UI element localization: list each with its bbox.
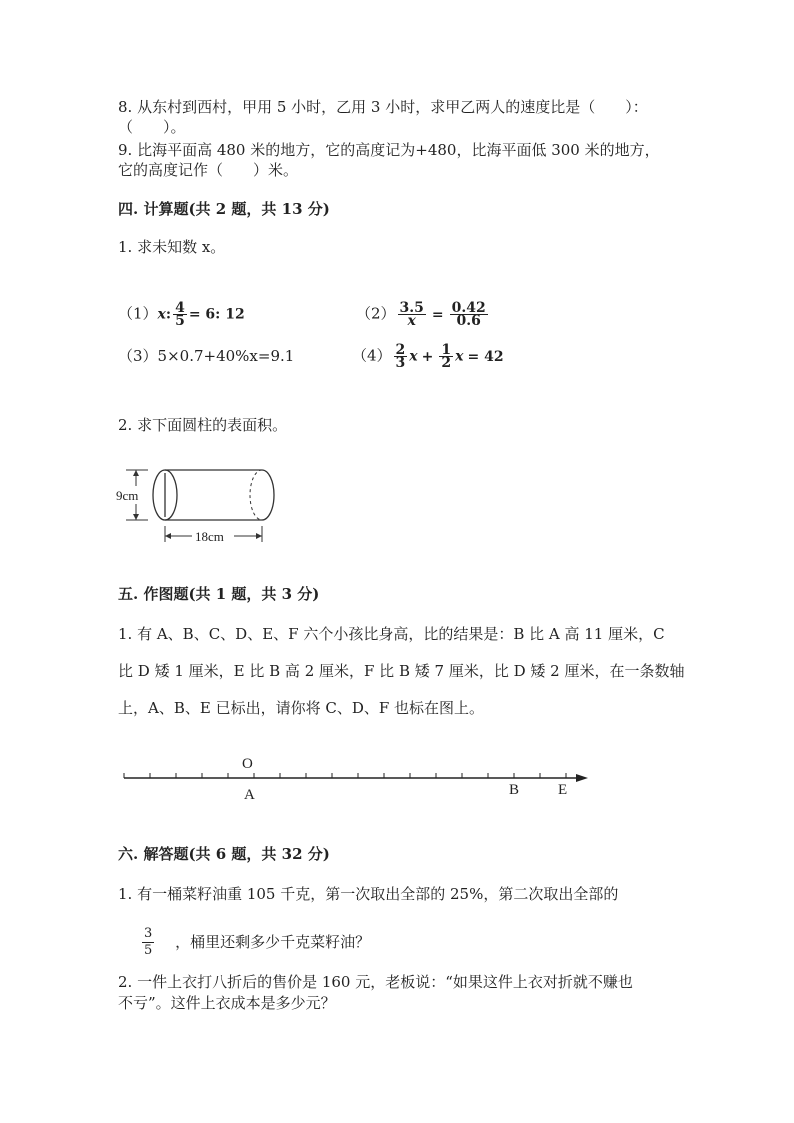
equation-1-fraction — [173, 302, 187, 327]
cylinder-right-base-front — [262, 470, 274, 520]
equation-1-fraction-den: 5 — [175, 313, 185, 329]
section-6-question-2-line-1: 2. 一件上衣打八折后的售价是 160 元，老板说：“如果这件上衣对折就不赚也 — [118, 973, 633, 991]
equation-2-right-den: 0.6 — [456, 313, 481, 329]
equation-2-equals: = — [431, 306, 444, 323]
equation-4-f2-num: 1 — [441, 342, 452, 358]
equation-4-plus: + — [421, 348, 434, 365]
length-arrow-left — [165, 533, 171, 539]
question-1-fraction-den: 5 — [144, 943, 153, 958]
section-5-question-line-3: 上，A、B、E 已标出，请你将 C、D、F 也标在图上。 — [118, 699, 485, 717]
cylinder-height-label: 9cm — [116, 488, 139, 503]
cylinder-figure — [112, 462, 282, 552]
equation-2-right-num: 0.42 — [451, 300, 486, 316]
equation-1-fraction-num: 4 — [175, 300, 185, 316]
question-9-line-1: 9. 比海平面高 480 米的地方，它的高度记为+480，比海平面低 300 米的地方， — [118, 141, 660, 159]
section-4-question-2: 2. 求下面圆柱的表面积。 — [118, 416, 288, 434]
equation-2-fraction-right — [450, 302, 488, 327]
equation-2-left-num: 3.5 — [399, 300, 424, 316]
question-8-line-1: 8. 从东村到西村，甲用 5 小时，乙用 3 小时，求甲乙两人的速度比是（ ）： — [118, 98, 648, 116]
number-line-arrow — [576, 774, 588, 782]
cylinder-right-base-hidden — [250, 470, 262, 520]
equation-2-left-den: x — [407, 313, 416, 329]
number-line — [118, 750, 598, 805]
equation-4-fraction-2 — [439, 344, 453, 369]
equation-2-label: （2） — [356, 304, 396, 323]
section-6-question-1-line-1: 1. 有一桶菜籽油重 105 千克，第一次取出全部的 25%，第二次取出全部的 — [118, 885, 619, 903]
length-arrow-right — [256, 533, 262, 539]
equation-1-rhs: = 6: 12 — [188, 306, 245, 323]
equation-4-rhs: = 42 — [467, 348, 504, 365]
equation-1-colon: : — [165, 306, 172, 323]
equation-4-x2: x — [455, 348, 464, 365]
equation-4-label: （4） — [352, 346, 392, 365]
section-4-heading: 四. 计算题(共 2 题，共 13 分) — [118, 200, 330, 218]
question-8-line-2: （ ）。 — [118, 118, 186, 136]
origin-label: O — [242, 756, 253, 772]
equation-1-label: （1） — [118, 304, 158, 323]
section-6-heading: 六. 解答题(共 6 题，共 32 分) — [118, 845, 330, 863]
equation-4-x1: x — [409, 348, 418, 365]
section-6-question-2-line-2: 不亏”。这件上衣成本是多少元？ — [118, 994, 336, 1012]
equation-4-f2-den: 2 — [441, 355, 452, 371]
question-1-fraction — [142, 926, 154, 959]
equation-3-label: （3） — [118, 347, 158, 365]
equation-4-f1-num: 2 — [395, 342, 406, 358]
equation-2-fraction-left — [398, 302, 426, 327]
section-5-question-line-2: 比 D 矮 1 厘米，E 比 B 高 2 厘米，F 比 B 矮 7 厘米，比 D 矮 2 厘米，在一条数轴 — [118, 662, 685, 680]
point-a-label: A — [244, 787, 255, 803]
height-arrow-up — [133, 470, 139, 476]
equation-3 — [118, 346, 294, 366]
question-9-line-2: 它的高度记作（ ）米。 — [118, 161, 299, 179]
equation-4-fraction-1 — [394, 344, 408, 369]
section-5-heading: 五. 作图题(共 1 题，共 3 分) — [118, 585, 320, 603]
point-b-label: B — [509, 782, 520, 798]
point-e-label: E — [558, 782, 568, 798]
question-1-fraction-num: 3 — [144, 926, 153, 941]
equation-1-variable: x — [157, 306, 166, 323]
equation-4 — [352, 344, 504, 369]
equation-3-text: 5×0.7+40%x=9.1 — [157, 347, 295, 365]
height-arrow-down — [133, 514, 139, 520]
section-4-question-1: 1. 求未知数 x。 — [118, 238, 226, 256]
cylinder-length-label: 18cm — [195, 529, 224, 544]
section-5-question-line-1: 1. 有 A、B、C、D、E、F 六个小孩比身高，比的结果是：B 比 A 高 11 厘米，C — [118, 625, 665, 643]
equation-1 — [118, 302, 245, 327]
equation-2 — [356, 302, 490, 327]
question-1-text: ，桶里还剩多少千克菜籽油？ — [175, 932, 371, 951]
section-6-question-1-line-2 — [140, 926, 370, 959]
equation-4-f1-den: 3 — [395, 355, 406, 371]
